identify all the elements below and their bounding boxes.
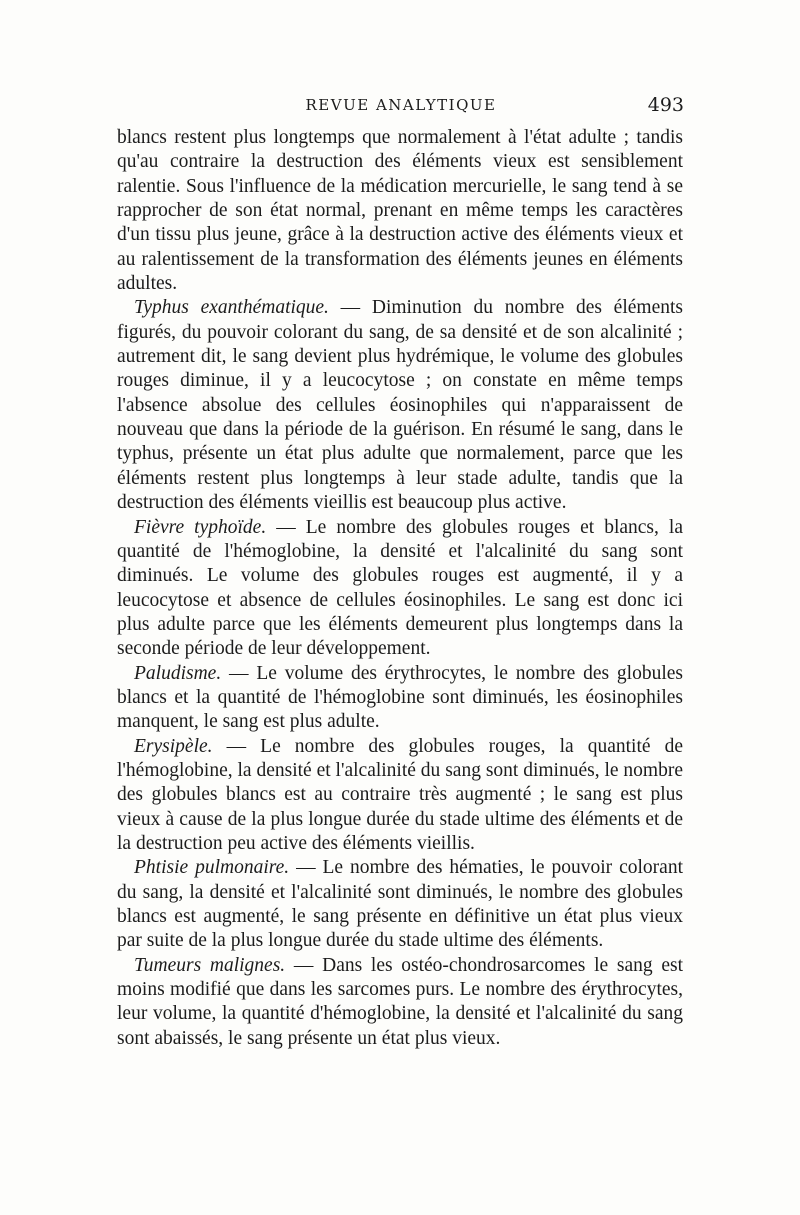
paragraph-erysipele [117,735,683,857]
paragraph-text: — Le volume des érythrocytes, le nombre des globules blancs et la quantité de l'hémoglobine sont diminués, les éosinophiles manquent, le sang est plus adulte. [117,662,683,733]
section-term: Phtisie pulmonaire. [134,857,290,879]
paragraph-text: — Diminution du nombre des éléments figurés, du pouvoir colorant du sang, de sa densité et de son alcalinité ; autrement dit, le sang devient plus hydrémique, le volume des globules rouges diminue, il y a leucocytose ; on constate en même temps l'absence absolue des cellules éosinophiles qui n'apparaissent de nouveau que dans la période de la guérison. En résumé le sang, dans le typhus, présente un état plus adulte que normalement, parce que les éléments restent plus longtemps à leur stade adulte, tandis que la destruction des éléments vieillis est beaucoup plus active. [117,297,683,514]
paragraph-tumeurs [117,954,683,1051]
section-term: Fièvre typhoïde. [134,516,267,538]
running-title: REVUE ANALYTIQUE [305,96,497,114]
paragraph-continuation [117,126,683,296]
running-header [118,96,684,122]
section-term: Tumeurs malignes. [134,954,286,976]
paragraph-text: — Le nombre des globules rouges, la quantité de l'hémoglobine, la densité et l'alcalinité du sang sont diminués, le nombre des globules blancs est au contraire très augmenté ; le sang est plus vieux à cause de la plus longue durée du stade ultime des éléments et de la destruction peu active des éléments vieillis. [117,735,683,854]
section-term: Paludisme. [134,662,222,684]
paragraph-text: blancs restent plus longtemps que normalement à l'état adulte ; tandis qu'au contraire la destruction des éléments vieux est sensiblement ralentie. Sous l'influence de la médication mercurielle, le sang tend à se rapprocher de son état normal, prenant en même temps les caractères d'un tissu plus jeune, grâce à la destruction active des éléments vieux et au ralentissement de la transformation des éléments jeunes en éléments adultes. [117,127,683,295]
paragraph-phtisie [117,856,683,953]
page-number: 493 [647,94,684,116]
paragraph-text: — Dans les ostéo-chondrosarcomes le sang est moins modifié que dans les sarcomes purs. Le nombre des érythrocytes, leur volume, la quantité d'hémoglobine, la densité et l'alcalinité du sang sont abaissés, le sang présente un état plus vieux. [117,954,683,1049]
paragraph-text: — Le nombre des hématies, le pouvoir colorant du sang, la densité et l'alcalinité sont diminués, le nombre des globules blancs est augmenté, le sang présente en définitive un état plus vieux par suite de la plus longue durée du stade ultime des éléments. [117,857,683,952]
paragraph-typhus [117,296,683,515]
section-term: Typhus exanthématique. [134,297,329,319]
body-text [117,126,683,1051]
section-term: Erysipèle. [134,735,213,757]
paragraph-paludisme [117,662,683,735]
paragraph-text: — Le nombre des globules rouges et blancs, la quantité de l'hémoglobine, la densité et l'alcalinité du sang sont diminués. Le volume des globules rouges est augmenté, il y a leucocytose et absence de cellules éosinophiles. Le sang est donc ici plus adulte parce que les éléments demeurent plus longtemps dans la seconde période de leur développement. [117,516,684,660]
paragraph-fievre-typhoide [117,516,683,662]
